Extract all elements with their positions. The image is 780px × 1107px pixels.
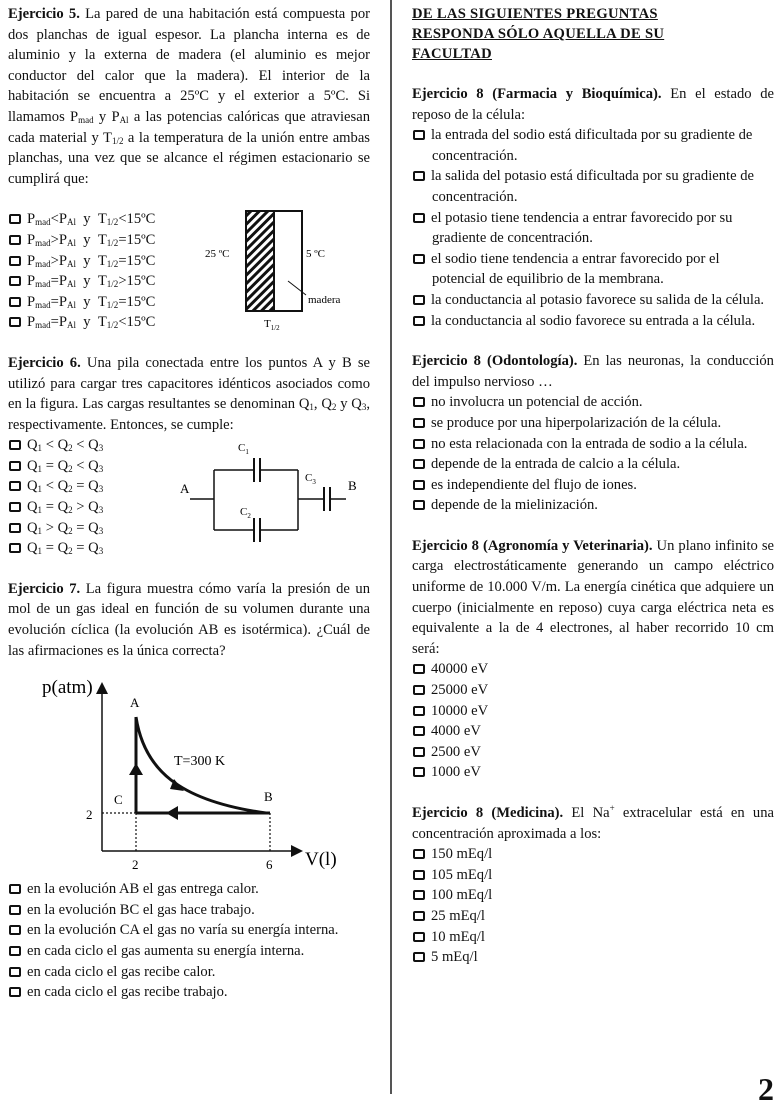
option-text: el sodio tiene tendencia a entrar favorecido por el potencial de equilibrio de la membrana. (431, 250, 720, 288)
option-text: $Q_1 = Q_2 = Q_3$ (27, 540, 104, 557)
option-text: 5 mEq/l (431, 949, 478, 966)
t12-label: $T_{1/2}$ (264, 318, 280, 332)
checkbox[interactable] (413, 500, 425, 510)
checkbox[interactable] (9, 481, 21, 491)
ex7-text: La figura muestra cómo varía la presión de un mol de un gas ideal en función de su volumen durante una evolución cíclica (la evolución AB es isotérmica). ¿Cuál de las afirmaciones es la única correcta? (8, 580, 371, 659)
med-title: Ejercicio 8 (Medicina). (412, 805, 564, 821)
odonto-option[interactable] (412, 475, 774, 496)
checkbox[interactable] (413, 726, 425, 736)
farm-options (412, 125, 774, 331)
agro-option[interactable] (412, 762, 774, 783)
agro-option[interactable] (412, 659, 774, 680)
checkbox[interactable] (413, 439, 425, 449)
ex5-option[interactable] (8, 230, 155, 251)
arrow-ca (129, 763, 143, 775)
option-text: 150 mEq/l (431, 846, 493, 863)
option-text: es independiente del flujo de iones. (431, 476, 637, 493)
odonto-option[interactable] (412, 434, 774, 455)
checkbox[interactable] (413, 397, 425, 407)
farm-option[interactable] (412, 290, 774, 311)
med-option[interactable] (412, 844, 774, 865)
odonto-text: En las neuronas, la conducción del impulso nervioso … (412, 353, 774, 390)
med-option[interactable] (412, 947, 774, 968)
checkbox[interactable] (9, 884, 21, 894)
checkbox[interactable] (9, 235, 21, 245)
med-option[interactable] (412, 865, 774, 886)
column-divider (390, 0, 392, 1094)
agro-title: Ejercicio 8 (Agronomía y Veterinaria). (412, 537, 653, 554)
option-text: $P_{mad}>P_{Al}$ y $T_{1/2}=15ºC$ (27, 231, 156, 248)
checkbox[interactable] (9, 461, 21, 471)
checkbox[interactable] (9, 256, 21, 266)
ex7-option[interactable] (8, 879, 370, 900)
checkbox[interactable] (9, 502, 21, 512)
ex5-wall-figure (200, 209, 360, 331)
checkbox[interactable] (413, 767, 425, 777)
option-text: $P_{mad}=P_{Al}$ y $T_{1/2}=15ºC$ (27, 293, 156, 310)
option-text: $Q_1 < Q_2 < Q_3$ (27, 437, 104, 454)
option-text: $P_{mad}=P_{Al}$ y $T_{1/2}<15ºC$ (27, 314, 156, 331)
ex7-pv-graph (8, 669, 348, 879)
checkbox[interactable] (413, 890, 425, 900)
point-a-label: A (180, 481, 190, 497)
option-text: $P_{mad}=P_{Al}$ y $T_{1/2}>15ºC$ (27, 273, 156, 290)
point-b-label: B (348, 478, 357, 494)
option-text: $Q_1 < Q_2 = Q_3$ (27, 478, 104, 495)
checkbox[interactable] (9, 987, 21, 997)
ex7-statement (8, 579, 370, 661)
option-text: en la evolución AB el gas entrega calor. (27, 881, 259, 898)
checkbox[interactable] (9, 440, 21, 450)
checkbox[interactable] (9, 925, 21, 935)
odonto-option[interactable] (412, 392, 774, 413)
agro-text: Un plano infinito se carga electrostáticamente generando un campo eléctrico uniforme de 10.000 V/m. La energía cinética que adquiere un cuerpo (inicialmente en reposo) cuya carga eléctrica neta es equivalente a la de 4 electrones, al haber recorrido 10 cm será: (412, 537, 774, 657)
checkbox[interactable] (9, 967, 21, 977)
checkbox[interactable] (413, 316, 425, 326)
page-number: 2 (758, 1071, 774, 1107)
ex5-option[interactable] (8, 292, 155, 313)
agro-option[interactable] (412, 721, 774, 742)
option-text: 100 mEq/l (431, 887, 493, 904)
checkbox[interactable] (9, 543, 21, 553)
option-text: depende de la entrada de calcio a la célula. (431, 456, 681, 473)
odonto-option[interactable] (412, 495, 774, 516)
ex6-title: Ejercicio 6. (8, 354, 81, 371)
point-a: A (130, 695, 140, 711)
farm-text: En el estado de reposo de la célula: (412, 86, 774, 123)
x-axis-label: V(l) (305, 849, 337, 871)
option-text: en cada ciclo el gas recibe trabajo. (27, 984, 228, 1001)
option-text: la conductancia al sodio favorece su entrada a la célula. (431, 312, 756, 329)
checkbox[interactable] (413, 952, 425, 962)
option-text: en la evolución CA el gas no varía su energía interna. (27, 922, 339, 939)
ex5-option[interactable] (8, 312, 155, 333)
checkbox[interactable] (9, 214, 21, 224)
agro-option[interactable] (412, 742, 774, 763)
checkbox[interactable] (413, 418, 425, 428)
option-text: 25 mEq/l (431, 907, 485, 924)
ex7-option[interactable] (8, 982, 370, 1003)
option-text: el potasio tiene tendencia a entrar favorecido por su gradiente de concentración. (431, 209, 733, 247)
ex6-option[interactable] (8, 456, 103, 477)
med-option[interactable] (412, 885, 774, 906)
madera-label: madera (308, 294, 341, 307)
checkbox[interactable] (413, 849, 425, 859)
checkbox[interactable] (413, 911, 425, 921)
ex7-option[interactable] (8, 920, 370, 941)
ex6-option[interactable] (8, 435, 103, 456)
farm-title: Ejercicio 8 (Farmacia y Bioquímica). (412, 86, 662, 102)
farm-option[interactable] (412, 208, 774, 249)
checkbox[interactable] (413, 747, 425, 757)
checkbox[interactable] (413, 459, 425, 469)
option-text: 1000 eV (431, 764, 481, 781)
temp-inside: 25 ºC (205, 248, 230, 261)
arrow-bc (166, 806, 178, 820)
x-tick-6: 6 (266, 857, 273, 873)
odonto-options (412, 392, 774, 516)
agro-options (412, 659, 774, 783)
agro-option[interactable] (412, 680, 774, 701)
ex6-statement: Ejercicio 6. Una pila conectada entre los puntos A y B se utilizó para cargar tres capacitores idénticos asociados como en la figura. Las cargas resultantes se denominan $Q_1$, $Q_2$ y $Q_3$, respectivamente. Entonces, se cumple: (8, 354, 370, 433)
c3-label: $C_3$ (305, 472, 316, 487)
farm-option[interactable] (412, 249, 774, 290)
checkbox[interactable] (413, 870, 425, 880)
option-text: $Q_1 = Q_2 > Q_3$ (27, 499, 104, 516)
ex5-option[interactable] (8, 209, 155, 230)
option-text: $P_{mad}<P_{Al}$ y $T_{1/2}<15ºC$ (27, 211, 156, 228)
ex6-option[interactable] (8, 518, 103, 539)
temp-outside: 5 ºC (306, 248, 325, 261)
option-text: $Q_1 = Q_2 < Q_3$ (27, 457, 104, 474)
agro-option[interactable] (412, 701, 774, 722)
option-text: se produce por una hiperpolarización de la célula. (431, 414, 722, 431)
x-tick-2: 2 (132, 857, 139, 873)
option-text: la conductancia al potasio favorece su salida de la célula. (431, 291, 765, 308)
checkbox[interactable] (9, 297, 21, 307)
checkbox[interactable] (9, 905, 21, 915)
ex6-option[interactable] (8, 538, 103, 559)
option-text: 2500 eV (431, 743, 481, 760)
option-text: 4000 eV (431, 723, 481, 740)
ex6-option[interactable] (8, 476, 103, 497)
farm-option[interactable] (412, 125, 774, 166)
checkbox[interactable] (413, 213, 425, 223)
option-text: 10000 eV (431, 702, 489, 719)
checkbox[interactable] (9, 523, 21, 533)
checkbox[interactable] (9, 317, 21, 327)
ex7-option[interactable] (8, 941, 370, 962)
option-text: la salida del potasio está dificultada por su gradiente de concentración. (431, 168, 754, 205)
checkbox[interactable] (413, 706, 425, 716)
checkbox[interactable] (413, 932, 425, 942)
checkbox[interactable] (413, 685, 425, 695)
ex5-options (8, 209, 155, 333)
ex5-statement: Ejercicio 5. La pared de una habitación está compuesta por dos planchas de igual espesor. La plancha interna es de aluminio y la externa de madera (el aluminio es mejor conductor del calor que la madera). El interior de la habitación se encuentra a 25ºC y el exterior a 5ºC. Si llamamos $P_{mad}$ y $P_{Al}$ a las potencias calóricas que atraviesan cada material y $T_{1/2}$ a la temperatura de la unión entre ambas planchas, una vez que se alcance el régimen estacionario se cumplirá que: (8, 6, 370, 187)
med-statement: Ejercicio 8 (Medicina). El Na+ extracelular está en una concentración aproximada a los: (412, 803, 774, 842)
med-option[interactable] (412, 927, 774, 948)
checkbox[interactable] (9, 946, 21, 956)
checkbox[interactable] (413, 130, 425, 140)
option-text: 10 mEq/l (431, 928, 485, 945)
ex5-text: La pared de una habitación está compuesta por dos planchas de igual espesor. La plancha interna es de aluminio y la externa de madera (el aluminio es mejor conductor del calor que la madera). El interior de la habitación se encuentra a 25ºC y el exterior a 5ºC. Si llamamos P (8, 6, 370, 125)
farm-option[interactable] (412, 311, 774, 332)
option-text: en cada ciclo el gas recibe calor. (27, 963, 216, 980)
ex5-block (8, 209, 370, 333)
ex6-circuit-figure (180, 435, 370, 555)
instructions-heading: DE LAS SIGUIENTES PREGUNTAS RESPONDA SÓLO AQUELLA DE SU FACULTAD (412, 6, 665, 62)
option-text: no involucra un potencial de acción. (431, 394, 643, 411)
option-text: 40000 eV (431, 661, 489, 678)
ex6-block (8, 435, 370, 559)
option-text: 105 mEq/l (431, 866, 493, 883)
checkbox[interactable] (413, 480, 425, 490)
checkbox[interactable] (413, 254, 425, 264)
temperature-label: T=300 K (174, 754, 226, 770)
ex6-option[interactable] (8, 497, 103, 518)
ex5-title: Ejercicio 5. (8, 6, 80, 22)
point-b: B (264, 789, 273, 805)
checkbox[interactable] (413, 664, 425, 674)
option-text: no esta relacionada con la entrada de sodio a la célula. (431, 435, 748, 452)
option-text: $P_{mad}>P_{Al}$ y $T_{1/2}=15ºC$ (27, 252, 156, 269)
ex7-option[interactable] (8, 962, 370, 983)
farm-option[interactable] (412, 166, 774, 207)
agro-statement (412, 536, 774, 660)
ex5-option[interactable] (8, 251, 155, 272)
odonto-title: Ejercicio 8 (Odontología). (412, 353, 578, 370)
left-column (8, 4, 370, 1003)
odonto-statement (412, 351, 774, 392)
c2-label: $C_2$ (240, 506, 251, 521)
option-text: $Q_1 > Q_2 = Q_3$ (27, 519, 104, 536)
med-options (412, 844, 774, 968)
option-text: en cada ciclo el gas aumenta su energía interna. (27, 943, 305, 959)
option-text: la entrada del sodio está dificultada por su gradiente de concentración. (431, 127, 753, 164)
ex6-options (8, 435, 103, 559)
farm-statement (412, 84, 774, 125)
ex7-option[interactable] (8, 900, 370, 921)
ex7-options (8, 879, 370, 1003)
ex5-option[interactable] (8, 271, 155, 292)
ex7-title: Ejercicio 7. (8, 580, 81, 597)
wood-plate (274, 211, 302, 311)
point-c: C (114, 792, 123, 808)
y-axis-label: p(atm) (42, 677, 93, 699)
option-text: depende de la mielinización. (431, 497, 598, 514)
option-text: en la evolución BC el gas hace trabajo. (27, 901, 255, 918)
med-option[interactable] (412, 906, 774, 927)
odonto-option[interactable] (412, 454, 774, 475)
odonto-option[interactable] (412, 413, 774, 434)
checkbox[interactable] (9, 276, 21, 286)
c1-label: $C_1$ (238, 442, 249, 457)
option-text: 25000 eV (431, 682, 489, 699)
aluminum-plate (246, 211, 274, 311)
checkbox[interactable] (413, 171, 425, 181)
y-tick-2: 2 (86, 807, 93, 823)
right-column (412, 4, 774, 968)
checkbox[interactable] (413, 295, 425, 305)
